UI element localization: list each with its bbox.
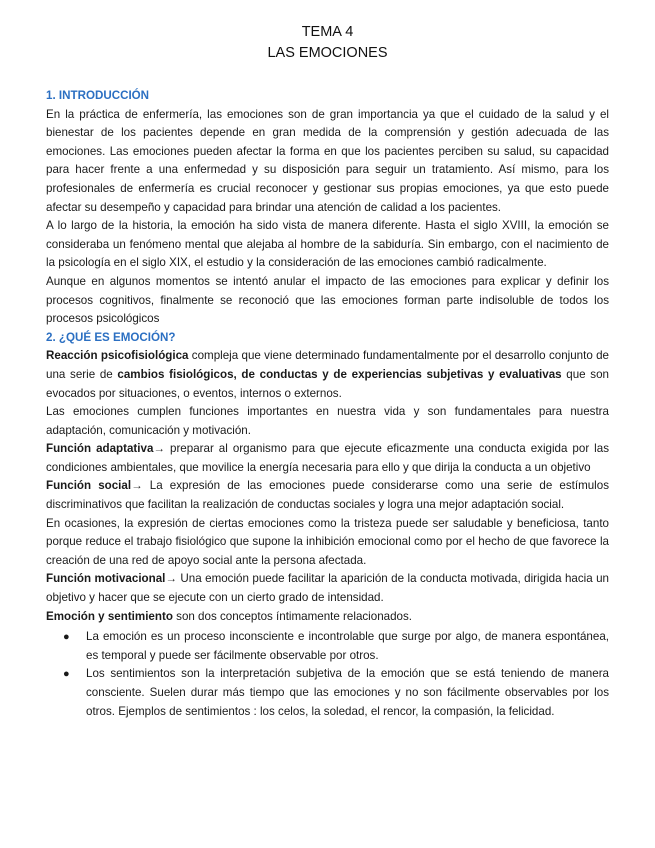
adaptive-label: Función adaptativa (46, 442, 154, 456)
list-item (46, 665, 609, 721)
list-item-text: Los sentimientos son la interpretación subjetiva de la emoción que se está teniendo de manera consciente. Suelen durar más tiempo que las emociones y no son fácilmente observables por los otros. Ejemplos de sentimientos : los celos, la soledad, el rencor, la compasión, la felicidad. (86, 667, 609, 718)
emotion-feeling-text: son dos conceptos íntimamente relacionados. (172, 609, 413, 623)
bullet-icon: ● (63, 631, 70, 644)
def-text-2: que son evocados por situaciones, o eventos, internos o externos. (46, 367, 609, 400)
list-item (46, 628, 609, 665)
def-bold-2: cambios fisiológicos, de conductas y de experiencias subjetivas y evaluativas (117, 367, 562, 381)
emotion-feeling-list (46, 628, 609, 721)
social-extra-paragraph: En ocasiones, la expresión de ciertas emociones como la tristeza puede ser saludable y beneficiosa, tanto porque reduce el trabajo fisiológico que supone la inhibición emocional como por el hecho de que favorece la creación de una red de apoyo social ante la persona afectada. (46, 516, 609, 567)
intro-paragraph-2: A lo largo de la historia, la emoción ha sido vista de manera diferente. Hasta el siglo XVIII, la emoción se consideraba un fenómeno mental que alejaba al hombre de la sabiduría. Sin embargo, con el nacimiento de la psicología en el siglo XIX, el estudio y la consideración de las emociones cambió radicalmente. (46, 219, 609, 270)
emotion-feeling-intro (46, 608, 609, 627)
social-label: Función social (46, 479, 132, 493)
section-heading-que-es-emocion: 2. ¿QUÉ ES EMOCIÓN? (46, 330, 176, 344)
def-text-1: compleja que viene determinado fundamentalmente por el desarrollo conjunto de una serie de (46, 349, 609, 381)
adaptive-text: → preparar al organismo para que ejecute eficazmente una conducta exigida por las condiciones ambientales, que movilice la energía necesaria para ello y que dirija la conducta a un objetivo (46, 442, 609, 474)
function-social (46, 477, 609, 514)
social-text: → La expresión de las emociones puede considerarse como una serie de estímulos discriminativos que facilitan la realización de conductas sociales y logra una mejor adaptación social. (46, 479, 609, 512)
function-adaptive (46, 440, 609, 477)
section-heading-introduccion: 1. INTRODUCCIÓN (46, 89, 150, 102)
intro-paragraph-3: Aunque en algunos momentos se intentó anular el impacto de las emociones para explicar y definir los procesos cognitivos, finalmente se reconoció que las emociones forman parte indisoluble de todos los procesos psicológicos (46, 274, 609, 326)
functions-intro: Las emociones cumplen funciones importantes en nuestra vida y son fundamentales para nuestra adaptación, comunicación y motivación. (46, 405, 609, 437)
intro-paragraph-1: En la práctica de enfermería, las emociones son de gran importancia ya que el cuidado de la salud y el bienestar de los pacientes depende en gran medida de la comprensión y gestión adecuada de las emociones. Las emociones pueden afectar la forma en que los pacientes perciben su salud, su capacidad para hacer frente a una enfermedad y su disposición para seguir un tratamiento. Así mismo, para los profesionales de enfermería es crucial reconocer y gestionar sus propias emociones, ya que esto puede afectar su desempeño y capacidad para brindar una atención de calidad a los pacientes. (46, 107, 609, 214)
motivational-label: Función motivacional (46, 572, 166, 586)
motivational-text: → Una emoción puede facilitar la aparición de la conducta motivada, dirigida hacia un objetivo y hacer que se ejecute con un cierto grado de intensidad. (46, 572, 609, 605)
list-item-text: La emoción es un proceso inconsciente e incontrolable que surge por algo, de manera espontánea, es temporal y puede ser fácilmente observable por otros. (86, 630, 609, 662)
def-bold-1: Reacción psicofisiológica (46, 349, 189, 363)
doc-subtitle: LAS EMOCIONES (267, 45, 388, 61)
doc-title: TEMA 4 (301, 24, 354, 40)
emotion-feeling-label: Emoción y sentimiento (46, 609, 173, 623)
emotion-definition (46, 347, 609, 403)
bullet-icon: ● (63, 668, 70, 681)
function-motivational (46, 570, 609, 607)
